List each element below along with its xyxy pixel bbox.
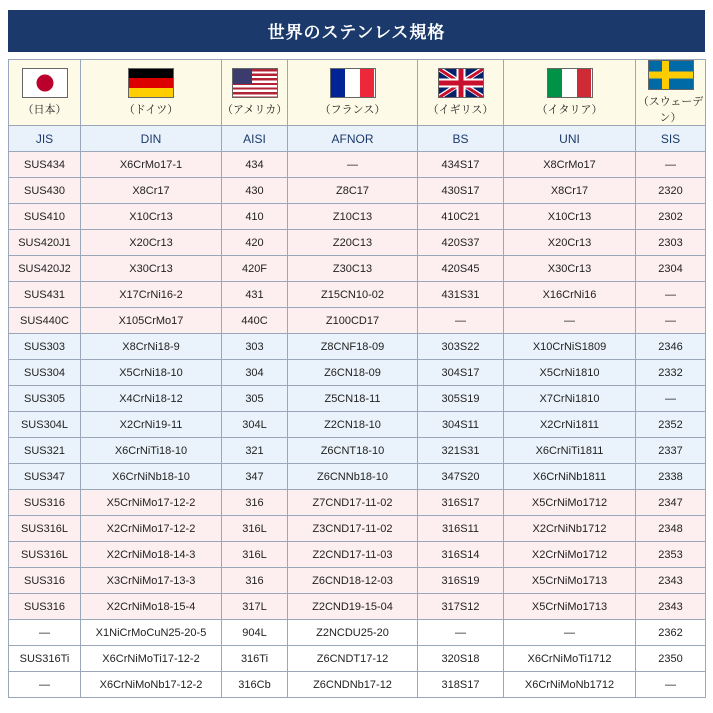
cell-sis: —: [636, 308, 706, 334]
cell-sis: 2343: [636, 568, 706, 594]
standard-header-afnor: AFNOR: [288, 126, 418, 152]
cell-sis: 2337: [636, 438, 706, 464]
cell-afnor: Z2NCDU25-20: [288, 620, 418, 646]
cell-din: X6CrMo17-1: [81, 152, 222, 178]
cell-bs: 305S19: [418, 386, 504, 412]
table-row: [9, 204, 706, 230]
us-flag-icon: [232, 68, 278, 98]
cell-sis: 2350: [636, 646, 706, 672]
cell-jis: SUS316Ti: [9, 646, 81, 672]
cell-aisi: 316: [222, 490, 288, 516]
cell-sis: 2343: [636, 594, 706, 620]
cell-afnor: Z2CN18-10: [288, 412, 418, 438]
flag-cell-france: [288, 60, 418, 126]
cell-uni: X10Cr13: [504, 204, 636, 230]
cell-jis: —: [9, 620, 81, 646]
standard-header-bs: BS: [418, 126, 504, 152]
cell-jis: SUS316: [9, 594, 81, 620]
cell-sis: —: [636, 672, 706, 698]
table-row: [9, 178, 706, 204]
cell-uni: X6CrNiMoNb1712: [504, 672, 636, 698]
cell-uni: X5CrNiMo1713: [504, 594, 636, 620]
cell-uni: X8Cr17: [504, 178, 636, 204]
table-row: [9, 334, 706, 360]
cell-jis: SUS316L: [9, 542, 81, 568]
cell-bs: 318S17: [418, 672, 504, 698]
cell-bs: 321S31: [418, 438, 504, 464]
cell-afnor: Z6CNNb18-10: [288, 464, 418, 490]
cell-sis: 2347: [636, 490, 706, 516]
table-row: [9, 542, 706, 568]
table-row: [9, 490, 706, 516]
cell-afnor: —: [288, 152, 418, 178]
cell-jis: SUS316: [9, 490, 81, 516]
cell-din: X6CrNiNb18-10: [81, 464, 222, 490]
cell-din: X1NiCrMoCuN25-20-5: [81, 620, 222, 646]
cell-aisi: 316L: [222, 516, 288, 542]
country-label-france: （フランス）: [319, 104, 386, 116]
cell-uni: X5CrNi1810: [504, 360, 636, 386]
cell-aisi: 316Cb: [222, 672, 288, 698]
flag-cell-germany: [81, 60, 222, 126]
cell-aisi: 420: [222, 230, 288, 256]
cell-afnor: Z5CN18-11: [288, 386, 418, 412]
cell-aisi: 431: [222, 282, 288, 308]
cell-aisi: 304: [222, 360, 288, 386]
cell-din: X6CrNiMoNb17-12-2: [81, 672, 222, 698]
stainless-standards-table: [8, 59, 706, 698]
cell-afnor: Z30C13: [288, 256, 418, 282]
table-row: [9, 386, 706, 412]
cell-jis: SUS434: [9, 152, 81, 178]
cell-uni: X5CrNiMo1713: [504, 568, 636, 594]
cell-sis: —: [636, 282, 706, 308]
cell-sis: 2352: [636, 412, 706, 438]
cell-jis: SUS347: [9, 464, 81, 490]
cell-din: X6CrNiMoTi17-12-2: [81, 646, 222, 672]
flag-cell-usa: [222, 60, 288, 126]
cell-bs: 420S37: [418, 230, 504, 256]
cell-aisi: 316Ti: [222, 646, 288, 672]
cell-din: X8CrNi18-9: [81, 334, 222, 360]
gb-flag-icon: [438, 68, 484, 98]
cell-afnor: Z6CNDT17-12: [288, 646, 418, 672]
table-row: [9, 282, 706, 308]
cell-jis: SUS316: [9, 568, 81, 594]
table-row: [9, 308, 706, 334]
cell-bs: —: [418, 308, 504, 334]
table-row: [9, 464, 706, 490]
cell-afnor: Z6CNDNb17-12: [288, 672, 418, 698]
cell-aisi: 303: [222, 334, 288, 360]
cell-afnor: Z3CND17-11-02: [288, 516, 418, 542]
cell-uni: X6CrNiTi1811: [504, 438, 636, 464]
page-title: 世界のステンレス規格: [8, 10, 705, 52]
cell-afnor: Z6CN18-09: [288, 360, 418, 386]
cell-sis: 2348: [636, 516, 706, 542]
cell-bs: 316S11: [418, 516, 504, 542]
cell-aisi: 434: [222, 152, 288, 178]
standards-header-row: [9, 126, 706, 152]
cell-aisi: 304L: [222, 412, 288, 438]
cell-afnor: Z6CND18-12-03: [288, 568, 418, 594]
cell-sis: —: [636, 386, 706, 412]
fr-flag-icon: [330, 68, 376, 98]
cell-uni: X8CrMo17: [504, 152, 636, 178]
standard-header-sis: SIS: [636, 126, 706, 152]
cell-uni: —: [504, 620, 636, 646]
cell-din: X10Cr13: [81, 204, 222, 230]
table-row: [9, 360, 706, 386]
cell-aisi: 305: [222, 386, 288, 412]
cell-jis: SUS410: [9, 204, 81, 230]
de-flag-icon: [128, 68, 174, 98]
cell-jis: —: [9, 672, 81, 698]
flag-cell-japan: [9, 60, 81, 126]
standard-header-din: DIN: [81, 126, 222, 152]
cell-din: X2CrNiMo18-14-3: [81, 542, 222, 568]
cell-jis: SUS321: [9, 438, 81, 464]
cell-afnor: Z8C17: [288, 178, 418, 204]
cell-bs: 420S45: [418, 256, 504, 282]
table-row: [9, 646, 706, 672]
cell-aisi: 321: [222, 438, 288, 464]
cell-jis: SUS304: [9, 360, 81, 386]
cell-uni: X7CrNi1810: [504, 386, 636, 412]
cell-bs: 304S11: [418, 412, 504, 438]
cell-jis: SUS420J2: [9, 256, 81, 282]
table-row: [9, 230, 706, 256]
jp-flag-icon: [22, 68, 68, 98]
cell-din: X2CrNiMo18-15-4: [81, 594, 222, 620]
flag-cell-sweden: [636, 60, 706, 126]
se-flag-icon: [648, 60, 694, 90]
standard-header-jis: JIS: [9, 126, 81, 152]
cell-afnor: Z8CNF18-09: [288, 334, 418, 360]
country-label-sweden: （スウェーデン）: [637, 96, 704, 124]
cell-afnor: Z10C13: [288, 204, 418, 230]
cell-din: X5CrNiMo17-12-2: [81, 490, 222, 516]
cell-aisi: 904L: [222, 620, 288, 646]
table-row: [9, 412, 706, 438]
cell-aisi: 317L: [222, 594, 288, 620]
country-label-usa: （アメリカ）: [222, 104, 288, 116]
cell-uni: X6CrNiNb1811: [504, 464, 636, 490]
cell-aisi: 420F: [222, 256, 288, 282]
cell-afnor: Z2CND19-15-04: [288, 594, 418, 620]
table-row: [9, 438, 706, 464]
cell-jis: SUS430: [9, 178, 81, 204]
cell-din: X105CrMo17: [81, 308, 222, 334]
cell-jis: SUS303: [9, 334, 81, 360]
cell-bs: 430S17: [418, 178, 504, 204]
cell-sis: 2332: [636, 360, 706, 386]
cell-bs: 347S20: [418, 464, 504, 490]
cell-afnor: Z15CN10-02: [288, 282, 418, 308]
cell-din: X4CrNi18-12: [81, 386, 222, 412]
cell-jis: SUS431: [9, 282, 81, 308]
cell-afnor: Z7CND17-11-02: [288, 490, 418, 516]
cell-aisi: 347: [222, 464, 288, 490]
cell-uni: X5CrNiMo1712: [504, 490, 636, 516]
cell-afnor: Z20C13: [288, 230, 418, 256]
table-row: [9, 620, 706, 646]
table-row: [9, 516, 706, 542]
cell-bs: 410C21: [418, 204, 504, 230]
standard-header-uni: UNI: [504, 126, 636, 152]
cell-sis: —: [636, 152, 706, 178]
cell-din: X17CrNi16-2: [81, 282, 222, 308]
table-row: [9, 672, 706, 698]
cell-bs: 317S12: [418, 594, 504, 620]
standard-header-aisi: AISI: [222, 126, 288, 152]
cell-sis: 2304: [636, 256, 706, 282]
cell-afnor: Z6CNT18-10: [288, 438, 418, 464]
cell-din: X2CrNiMo17-12-2: [81, 516, 222, 542]
table-row: [9, 568, 706, 594]
cell-din: X5CrNi18-10: [81, 360, 222, 386]
cell-din: X6CrNiTi18-10: [81, 438, 222, 464]
cell-bs: 434S17: [418, 152, 504, 178]
cell-sis: 2362: [636, 620, 706, 646]
cell-din: X30Cr13: [81, 256, 222, 282]
cell-aisi: 440C: [222, 308, 288, 334]
table-row: [9, 152, 706, 178]
cell-uni: X2CrNiNb1712: [504, 516, 636, 542]
cell-uni: —: [504, 308, 636, 334]
cell-sis: 2303: [636, 230, 706, 256]
cell-sis: 2302: [636, 204, 706, 230]
it-flag-icon: [547, 68, 593, 98]
cell-afnor: Z2CND17-11-03: [288, 542, 418, 568]
cell-din: X2CrNi19-11: [81, 412, 222, 438]
country-label-italy: （イタリア）: [536, 104, 603, 116]
table-row: [9, 594, 706, 620]
cell-jis: SUS316L: [9, 516, 81, 542]
cell-aisi: 410: [222, 204, 288, 230]
cell-uni: X30Cr13: [504, 256, 636, 282]
cell-uni: X20Cr13: [504, 230, 636, 256]
cell-sis: 2320: [636, 178, 706, 204]
cell-bs: 304S17: [418, 360, 504, 386]
country-label-uk: （イギリス）: [427, 104, 494, 116]
flag-cell-uk: [418, 60, 504, 126]
cell-sis: 2338: [636, 464, 706, 490]
table-row: [9, 256, 706, 282]
cell-din: X3CrNiMo17-13-3: [81, 568, 222, 594]
cell-bs: 316S17: [418, 490, 504, 516]
flag-cell-italy: [504, 60, 636, 126]
cell-jis: SUS305: [9, 386, 81, 412]
cell-bs: —: [418, 620, 504, 646]
cell-aisi: 430: [222, 178, 288, 204]
cell-bs: 431S31: [418, 282, 504, 308]
cell-uni: X16CrNi16: [504, 282, 636, 308]
cell-bs: 303S22: [418, 334, 504, 360]
flag-header-row: [9, 60, 706, 126]
cell-bs: 320S18: [418, 646, 504, 672]
cell-uni: X2CrNi1811: [504, 412, 636, 438]
cell-uni: X10CrNiS1809: [504, 334, 636, 360]
cell-uni: X2CrNiMo1712: [504, 542, 636, 568]
country-label-japan: （日本）: [22, 104, 67, 116]
country-label-germany: （ドイツ）: [123, 104, 179, 116]
cell-sis: 2353: [636, 542, 706, 568]
cell-bs: 316S14: [418, 542, 504, 568]
cell-jis: SUS304L: [9, 412, 81, 438]
cell-bs: 316S19: [418, 568, 504, 594]
cell-uni: X6CrNiMoTi1712: [504, 646, 636, 672]
cell-sis: 2346: [636, 334, 706, 360]
cell-jis: SUS420J1: [9, 230, 81, 256]
cell-aisi: 316: [222, 568, 288, 594]
cell-aisi: 316L: [222, 542, 288, 568]
cell-din: X8Cr17: [81, 178, 222, 204]
cell-afnor: Z100CD17: [288, 308, 418, 334]
cell-din: X20Cr13: [81, 230, 222, 256]
cell-jis: SUS440C: [9, 308, 81, 334]
